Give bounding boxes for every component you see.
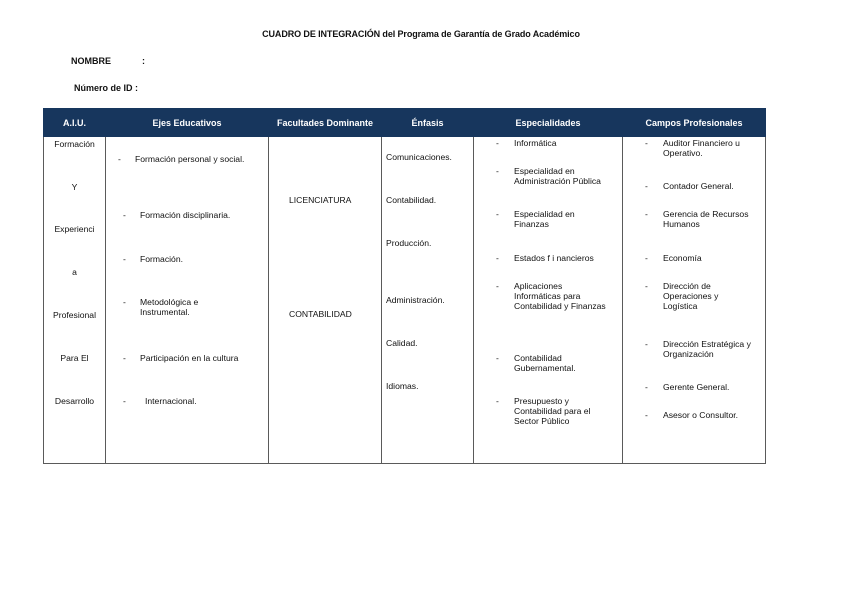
- aiu-word: Para El: [60, 353, 89, 363]
- list-item: - Presupuesto y Contabilidad para el Sector Público: [496, 396, 591, 426]
- aiu-word: Formación: [54, 139, 95, 149]
- list-item: - Informática: [496, 138, 557, 148]
- id-label: Número de ID :: [74, 83, 139, 93]
- document-title: CUADRO DE INTEGRACIÓN del Programa de Garantía de Grado Académico: [262, 29, 580, 39]
- list-item: - Dirección Estratégica y Organización: [645, 339, 751, 359]
- enfasis-item: Comunicaciones.: [386, 152, 452, 162]
- nombre-label: NOMBRE: [71, 56, 111, 66]
- enfasis-item: Idiomas.: [386, 381, 419, 391]
- aiu-word: Profesional: [53, 310, 96, 320]
- especialidades-cell: [474, 137, 623, 464]
- table-row: [44, 137, 766, 464]
- aiu-cell: [44, 137, 106, 464]
- list-item: - Estados f i nancieros: [496, 253, 594, 263]
- enfasis-item: Administración.: [386, 295, 445, 305]
- header-especialidades: Especialidades: [474, 109, 623, 137]
- faculty-label: LICENCIATURA: [289, 195, 352, 205]
- aiu-word: a: [72, 267, 77, 277]
- integration-table: [43, 108, 766, 464]
- enfasis-cell: [382, 137, 474, 464]
- list-item: - Contabilidad Gubernamental.: [496, 353, 576, 373]
- aiu-word: Desarrollo: [54, 396, 95, 406]
- list-item: - Gerente General.: [645, 382, 730, 392]
- list-item: - Gerencia de Recursos Humanos: [645, 209, 749, 229]
- facultades-cell: [269, 137, 382, 464]
- list-item: - Contador General.: [645, 181, 734, 191]
- list-item: - Aplicaciones Informáticas para Contabilidad y Finanzas: [496, 281, 606, 311]
- header-aiu: A.I.U.: [44, 109, 106, 137]
- enfasis-item: Calidad.: [386, 338, 418, 348]
- aiu-word: Experienci: [54, 224, 95, 234]
- header-campos: Campos Profesionales: [623, 109, 766, 137]
- enfasis-item: Producción.: [386, 238, 432, 248]
- ejes-cell: - Formación personal y social. - Formación disciplinaria. - Formación. - Metodológica e Instrumental. - Participación en la cultura - Internacional.: [106, 137, 269, 464]
- header-facultades: Facultades Dominante: [269, 109, 382, 137]
- list-item: - Asesor o Consultor.: [645, 410, 738, 420]
- faculty-label: CONTABILIDAD: [289, 309, 352, 319]
- campos-cell: [623, 137, 766, 464]
- list-item: - Auditor Financiero u Operativo.: [645, 138, 740, 158]
- header-enfasis: Énfasis: [382, 109, 474, 137]
- list-item: - Especialidad en Administración Pública: [496, 166, 601, 186]
- list-item: - Especialidad en Finanzas: [496, 209, 575, 229]
- list-item: - Dirección de Operaciones y Logística: [645, 281, 719, 311]
- list-item: - Economía: [645, 253, 702, 263]
- nombre-colon: :: [142, 56, 145, 66]
- header-row: [44, 109, 766, 137]
- enfasis-item: Contabilidad.: [386, 195, 437, 205]
- header-ejes: Ejes Educativos: [106, 109, 269, 137]
- aiu-word: Y: [71, 182, 78, 192]
